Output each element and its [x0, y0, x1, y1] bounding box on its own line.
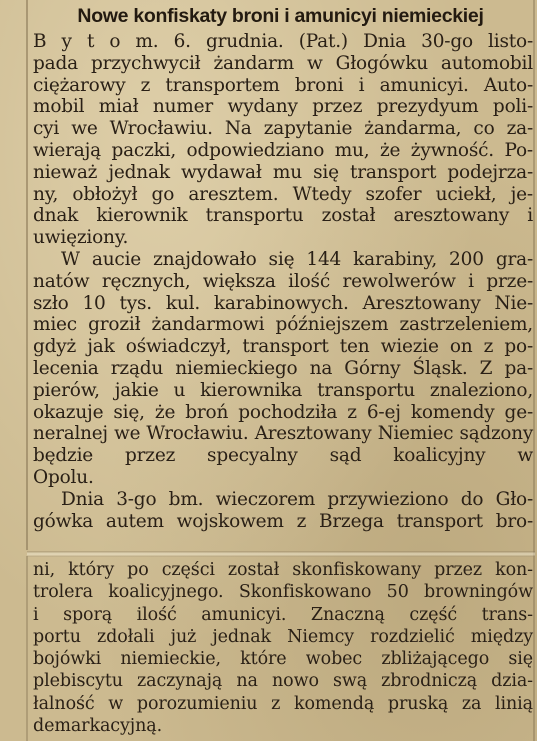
- article-line: natów ręcznych, większa ilość rewolwerów i prze-: [33, 270, 533, 292]
- article-line: będzie przez specyalny sąd koalicyjny w: [33, 445, 533, 467]
- article-line: ny, obłożył go aresztem. Wtedy szofer uciekł, je-: [33, 183, 533, 205]
- article-line: portu zdołali już jednak Niemcy rozdzielić między: [33, 626, 533, 647]
- article-line: B y t o m. 6. grudnia. (Pat.) Dnia 30-go listo-: [33, 31, 533, 52]
- article-line: dnak kierownik transportu został aresztowany i: [33, 205, 533, 227]
- article-line: neralnej we Wrocławiu. Aresztowany Niemiec sądzony: [33, 423, 533, 445]
- article-headline: Nowe konfiskaty broni i amunicyi niemieckiej: [77, 5, 484, 27]
- article-line: Opolu.: [33, 466, 94, 488]
- article-line: i sporą ilość amunicyi. Znaczną część trans-: [33, 604, 533, 625]
- article-line: wierają paczki, odpowiedziano mu, że żywność. Po-: [33, 139, 533, 161]
- column-rule-left: [26, 0, 28, 550]
- article-line: cyi we Wrocławiu. Na zapytanie żandarma, co za-: [33, 118, 533, 140]
- column-rule-left-lower: [26, 556, 28, 741]
- article-body-lower: [33, 559, 533, 737]
- article-body-upper: [33, 31, 533, 532]
- article-line: pada przychwycił żandarm w Głogówku automobil: [33, 52, 533, 74]
- article-line: gdyż jak oświadczył, transport ten wiezie on z po-: [33, 336, 533, 358]
- article-line: Dnia 3-go bm. wieczorem przywieziono do Gło-: [61, 488, 533, 510]
- article-line: demarkacyjną.: [33, 716, 163, 737]
- article-line: mobil miał numer wydany przez prezydyum poli-: [33, 96, 533, 118]
- article-line: szło 10 tys. kul. karabinowych. Aresztowany Nie-: [33, 292, 533, 314]
- article-line: miec groził żandarmowi późniejszem zastrzeleniem,: [33, 314, 533, 336]
- article-line: nieważ jednak wydawał mu się transport podejrza-: [33, 161, 533, 183]
- article-line: plebiscytu zaczynają na nowo swą zbrodniczą dzia-: [33, 671, 533, 692]
- article-line: łalność w porozumieniu z komendą pruską za linią: [33, 693, 533, 714]
- paper-fold-divider: [27, 551, 535, 557]
- article-line: ciężarowy z transportem broni i amunicyi. Auto-: [33, 74, 533, 96]
- column-rule-right: [533, 0, 535, 741]
- article-line: uwięziony.: [33, 227, 129, 249]
- article-line: trolera koalicyjnego. Skonfiskowano 50 browningów: [33, 582, 533, 603]
- article-line: bojówki niemieckie, które wobec zbliżającego się: [33, 649, 533, 670]
- article-line: lecenia rządu niemieckiego na Górny Śląsk. Z pa-: [33, 357, 533, 379]
- article-line: W aucie znajdowało się 144 karabiny, 200 gra-: [61, 248, 533, 270]
- article-line: pierów, jakie u kierownika transportu znaleziono,: [33, 379, 533, 401]
- article-line: gówka autem wojskowem z Brzega transport bro-: [33, 510, 533, 532]
- article-line: ni, który po części został skonfiskowany przez kon-: [33, 560, 533, 580]
- article-line: okazuje się, że broń pochodziła z 6-ej komendy ge-: [33, 401, 533, 423]
